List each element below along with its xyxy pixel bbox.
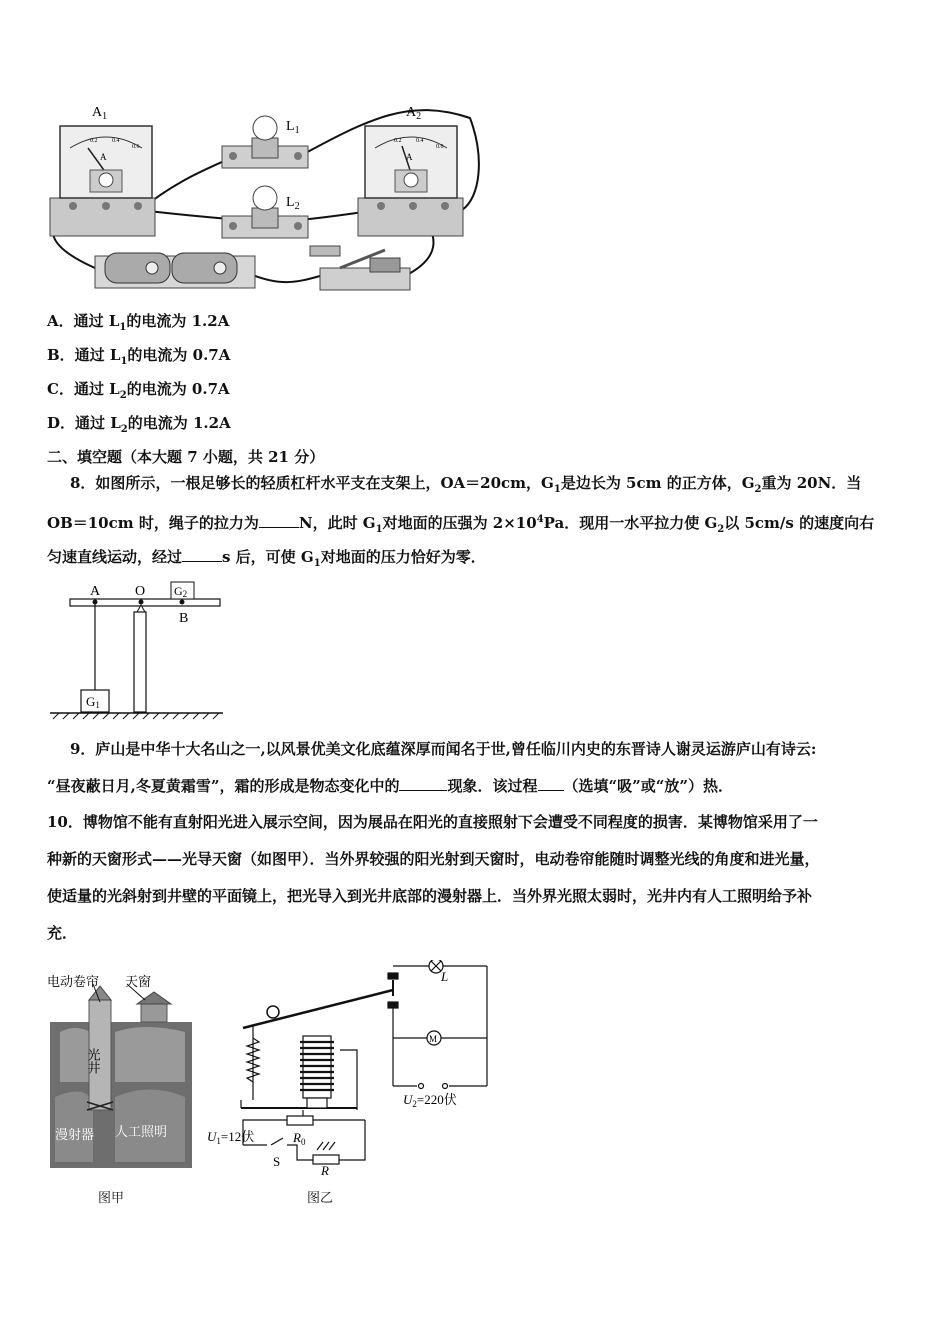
- scale-a1-2: 0.4: [112, 138, 120, 144]
- section-title: 二、填空题（本大题 7 小题，共 21 分）: [47, 448, 325, 466]
- label-s: S: [273, 1154, 281, 1169]
- battery-pack: [95, 253, 255, 288]
- label-skylight: 天窗: [125, 974, 152, 989]
- label-m: M: [429, 1034, 438, 1044]
- label-a2: $A_2$: [406, 105, 422, 122]
- label-a1: $A_1$: [92, 105, 108, 122]
- q10-line4: 充．: [47, 924, 78, 942]
- q8-line2: OB＝10cm 时，绳子的拉力为 N，此时 $G_1$对地面的压强为 $2\times 10^4Pa$．现用一水平拉力使 $G_2$以 5cm/s 的速度向右: [47, 514, 875, 535]
- label-r: R: [321, 1163, 329, 1175]
- q8-line1: 8．如图所示，一根足够长的轻质杠杆水平支在支架上，OA＝20cm，$G_1$是边长为 5cm 的正方体，$G_2$重为 20N．当: [70, 474, 862, 495]
- q10-line3: 使适量的光斜射到井壁的平面镜上，把光导入到光井底部的漫射器上．当外界光照太弱时，光井内有人工照明给予补: [47, 887, 813, 905]
- option-b: B．通过 $L_1$的电流为 0.7A: [47, 346, 231, 367]
- caption-jia: 图甲: [98, 1191, 125, 1206]
- q8-line3: 匀速直线运动，经过 s 后，可使 $G_1$对地面的压力恰好为零．: [47, 548, 486, 569]
- label-l2: $L_2$: [286, 195, 300, 212]
- q9-line2: “昼夜蔽日月,冬夏黄霜雪”，霜的形成是物态变化中的 现象．该过程 （选填“吸”或“放”）热．: [47, 777, 734, 795]
- circuit-diagram: [40, 98, 480, 298]
- ammeter-a2: [358, 126, 463, 236]
- label-well-1: 光井: [85, 1048, 101, 1074]
- scale-a2-2: 0.4: [416, 138, 424, 144]
- meter-unit-a1: A: [100, 152, 107, 162]
- option-d: D．通过 $L_2$的电流为 1.2A: [47, 414, 231, 435]
- scale-a2-3: 0.6: [436, 144, 444, 150]
- label-diffuser: 漫射器: [55, 1127, 95, 1142]
- q8-blank2[interactable]: [182, 547, 222, 562]
- label-l: L: [441, 969, 449, 984]
- ammeter-a1: [50, 126, 155, 236]
- figure-jia: [45, 972, 200, 1170]
- switch: [310, 246, 410, 290]
- label-r0: $R_0$: [293, 1130, 306, 1147]
- q9-blank2[interactable]: [538, 776, 564, 791]
- label-light: 人工照明: [115, 1124, 168, 1139]
- label-o: O: [135, 584, 146, 599]
- q10-line1: 10．博物馆不能有直射阳光进入展示空间，因为展品在阳光的直接照射下会遭受不同程度的损害．某博物馆采用了一: [47, 813, 818, 831]
- label-l1: $L_1$: [286, 119, 300, 136]
- label-curtain: 电动卷帘: [47, 974, 100, 989]
- q10-line2: 种新的天窗形式——光导天窗（如图甲）．当外界较强的阳光射到天窗时，电动卷帘能随时调整光线的角度和进光量，: [47, 850, 820, 868]
- caption-yi: 图乙: [307, 1191, 334, 1206]
- label-u1: $U_1=12$伏: [207, 1129, 255, 1146]
- figure-yi: [205, 960, 495, 1175]
- q9-line1: 9．庐山是中华十大名山之一,以风景优美文化底蕴深厚而闻名于世,曾任临川内史的东晋诗人谢灵运游庐山有诗云:: [70, 740, 817, 758]
- lamp-l1: [222, 116, 308, 168]
- scale-a1-3: 0.6: [132, 144, 140, 150]
- lamp-l2: [222, 186, 308, 238]
- q8-blank1[interactable]: [259, 513, 299, 528]
- label-b: B: [179, 611, 189, 626]
- scale-a2-1: 0.2: [394, 138, 402, 144]
- option-c: C．通过 $L_2$的电流为 0.7A: [47, 380, 230, 401]
- label-u2: $U_2=220$伏: [403, 1092, 457, 1109]
- label-g2: G2: [174, 584, 188, 599]
- scale-a1-1: 0.2: [90, 138, 98, 144]
- q9-blank1[interactable]: [399, 776, 447, 791]
- label-a: A: [90, 584, 101, 599]
- lever-diagram: [45, 578, 230, 720]
- label-g1: G1: [86, 694, 100, 710]
- meter-unit-a2: A: [406, 152, 413, 162]
- option-a: A．通过 $L_1$的电流为 1.2A: [47, 312, 230, 333]
